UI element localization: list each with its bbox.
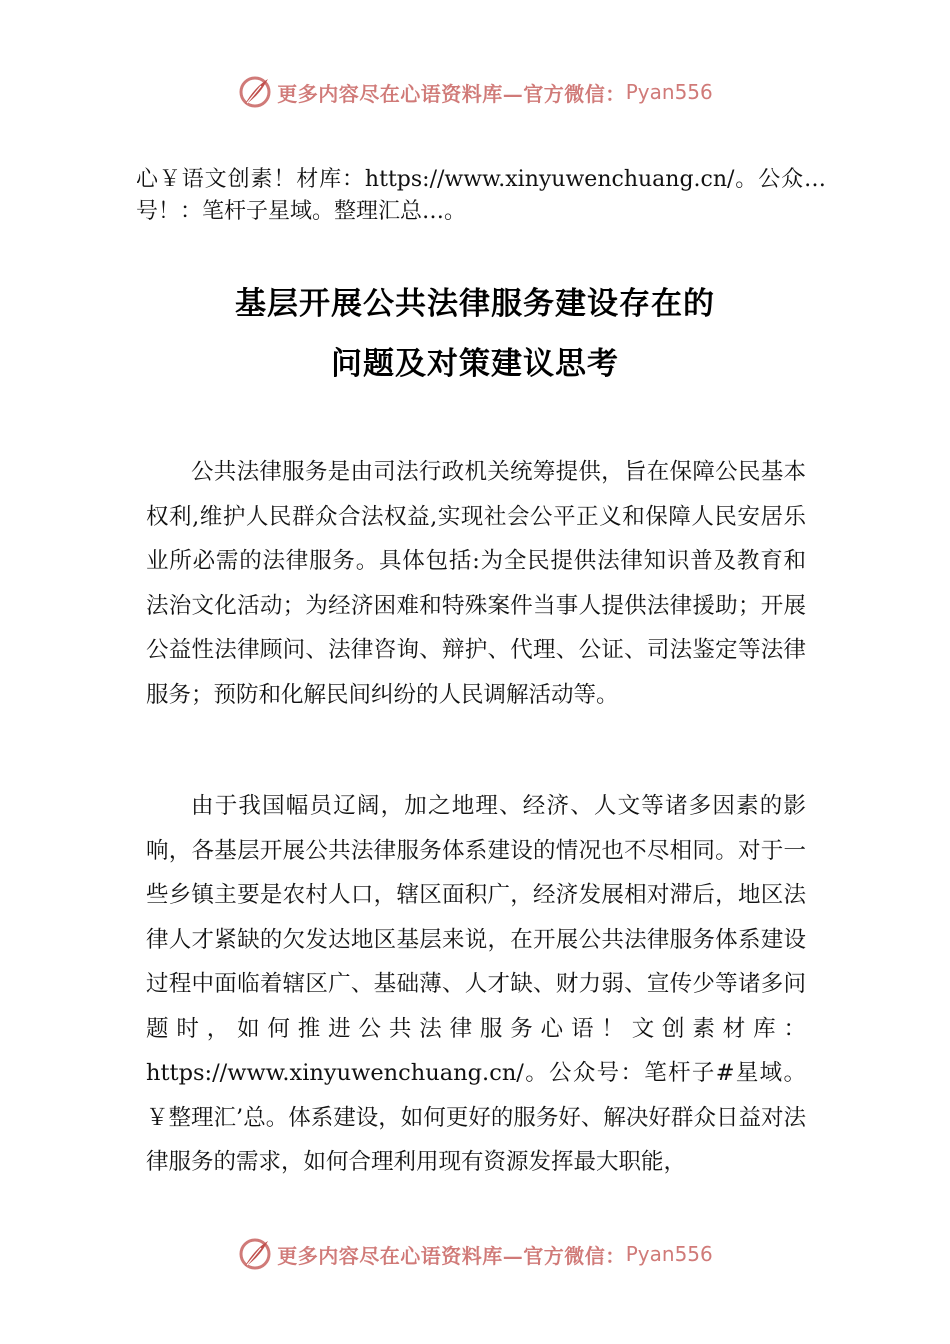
header-banner (0, 70, 950, 114)
watermark-note: 心￥语文创素！材库：https://www.xinyuwenchuang.cn/。公众…号！：笔杆子星域。整理汇总…。 (136, 167, 826, 224)
banner-wechat-id: Pyan556 (625, 1242, 713, 1266)
body-paragraph-2: 由于我国幅员辽阔，加之地理、经济、人文等诸多因素的影响，各基层开展公共法律服务体系建设的情况也不尽相同。对于一些乡镇主要是农村人口，辖区面积广，经济发展相对滞后，地区法律人才紧缺的欠发达地区基层来说，在开展公共法律服务体系建设过程中面临着辖区广、基础薄、人才缺、财力弱、宣传少等诸多问题时，如何推进公共法律服务心语！文创素材库：https://www.xinyuwenchuang.cn/。公众号：笔杆子#星域。￥整理汇’总。体系建设，如何更好的服务好、解决好群众日益对法律服务的需求，如何合理利用现有资源发挥最大职能， (146, 793, 806, 1175)
feather-quill-logo-icon (237, 74, 273, 110)
banner-text: 更多内容尽在心语资料库—官方微信： (277, 81, 626, 106)
banner-wechat-id: Pyan556 (625, 80, 713, 104)
document-title-line-1: 基层开展公共法律服务建设存在的 (235, 286, 715, 322)
feather-quill-logo-icon (237, 1236, 273, 1272)
banner-text: 更多内容尽在心语资料库—官方微信： (277, 1243, 626, 1268)
body-paragraph-1: 公共法律服务是由司法行政机关统筹提供，旨在保障公民基本权利,维护人民群众合法权益,实现社会公平正义和保障人民安居乐业所必需的法律服务。具体包括:为全民提供法律知识普及教育和法治文化活动；为经济困难和特殊案件当事人提供法律援助；开展公益性法律顾问、法律咨询、辩护、代理、公证、司法鉴定等法律服务；预防和化解民间纠纷的人民调解活动等。 (146, 459, 806, 708)
footer-banner (0, 1232, 950, 1276)
document-title-line-2: 问题及对策建议思考 (331, 346, 619, 382)
